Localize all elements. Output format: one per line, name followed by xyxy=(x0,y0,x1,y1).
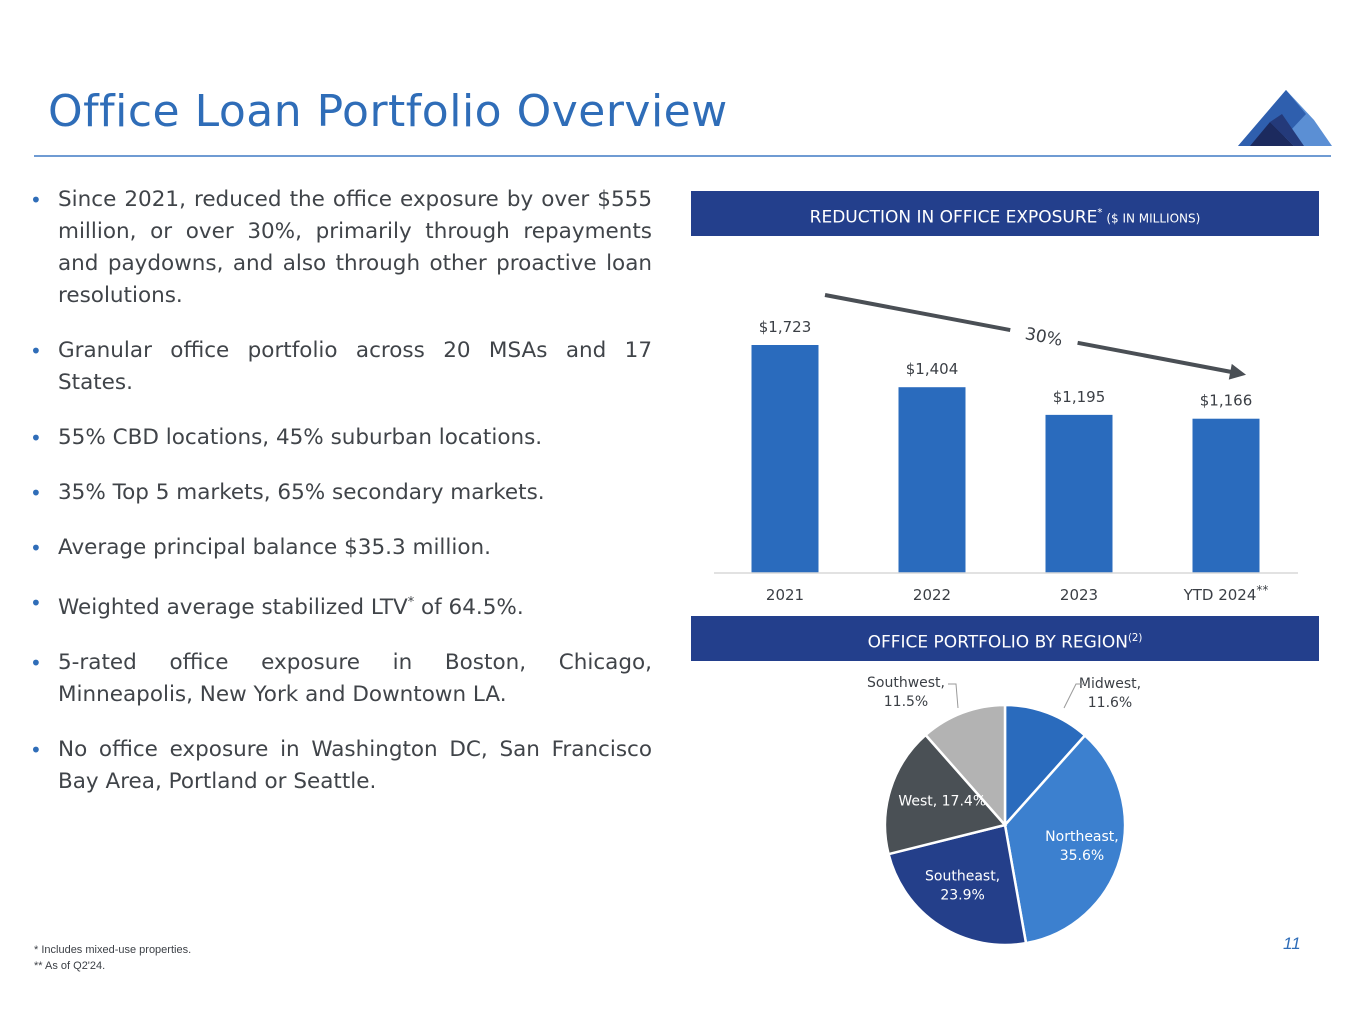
leader-line xyxy=(948,684,958,708)
trend-arrow-line xyxy=(825,295,1010,330)
bar-chart xyxy=(700,240,1310,612)
bullet-item: • Average principal balance $35.3 million. xyxy=(30,532,652,564)
bullet-item: • Since 2021, reduced the office exposure by over $555 million, or over 30%, primarily through repayments and paydowns, and also through other proactive loan resolutions. xyxy=(30,184,652,312)
page-number: 11 xyxy=(1283,934,1301,953)
bullet-list xyxy=(30,184,652,821)
bullet-item: • 55% CBD locations, 45% suburban locations. xyxy=(30,422,652,454)
bullet-item: • No office exposure in Washington DC, San Francisco Bay Area, Portland or Seattle. xyxy=(30,734,652,798)
trend-arrow-line xyxy=(1078,343,1235,373)
bullet-dot-icon: • xyxy=(30,188,42,212)
pie-slice-label: Southeast, 23.9% xyxy=(925,868,1001,904)
bullet-item: • Weighted average stabilized LTV* of 64.5%. xyxy=(30,587,652,624)
title-divider xyxy=(34,155,1331,157)
footnote: * Includes mixed-use properties. xyxy=(34,944,192,956)
bullet-item: • Granular office portfolio across 20 MSAs and 17 States. xyxy=(30,335,652,399)
x-tick-label: 2022 xyxy=(912,586,952,604)
bullet-dot-icon: • xyxy=(30,591,42,615)
x-tick-label: YTD 2024** xyxy=(1183,583,1269,604)
bullet-dot-icon: • xyxy=(30,738,42,763)
bar xyxy=(1193,419,1260,573)
bar-chart-header: REDUCTION IN OFFICE EXPOSURE* ($ IN MILLIONS) xyxy=(691,191,1319,236)
mountain-logo-icon xyxy=(1236,88,1332,148)
bullet-item: • 5-rated office exposure in Boston, Chicago, Minneapolis, New York and Downtown LA. xyxy=(30,647,652,711)
bullet-item: • 35% Top 5 markets, 65% secondary markets. xyxy=(30,477,652,509)
bar-data-label: $1,195 xyxy=(1052,387,1106,406)
bullet-dot-icon: • xyxy=(30,481,42,505)
pie-chart xyxy=(840,668,1180,954)
trend-arrow-head-icon xyxy=(1229,364,1246,380)
pie-slice-label: West, 17.4% xyxy=(898,793,987,810)
x-tick-label: 2021 xyxy=(765,586,805,604)
pie-slice-label: Southwest, 11.5% xyxy=(867,675,945,710)
bullet-dot-icon: • xyxy=(30,536,42,560)
bar xyxy=(752,345,819,573)
footnotes xyxy=(34,942,191,974)
bullet-dot-icon: • xyxy=(30,339,42,363)
bullet-dot-icon: • xyxy=(30,651,42,676)
page-title: Office Loan Portfolio Overview xyxy=(48,86,728,137)
trend-annotation: 30% xyxy=(1023,324,1065,351)
x-tick-label: 2023 xyxy=(1059,586,1099,604)
footnote: ** As of Q2'24. xyxy=(34,960,106,972)
pie-slice-label: Midwest, 11.6% xyxy=(1078,676,1142,711)
bar-data-label: $1,166 xyxy=(1199,391,1253,410)
bullet-dot-icon: • xyxy=(30,426,42,450)
bar-data-label: $1,404 xyxy=(905,360,959,379)
pie-chart-header: OFFICE PORTFOLIO BY REGION$^{(2)}$ xyxy=(691,616,1319,661)
bar xyxy=(1046,415,1113,573)
bar-data-label: $1,723 xyxy=(758,318,812,336)
bar xyxy=(899,387,966,573)
pie-slice-label: Northeast, 35.6% xyxy=(1045,828,1119,864)
